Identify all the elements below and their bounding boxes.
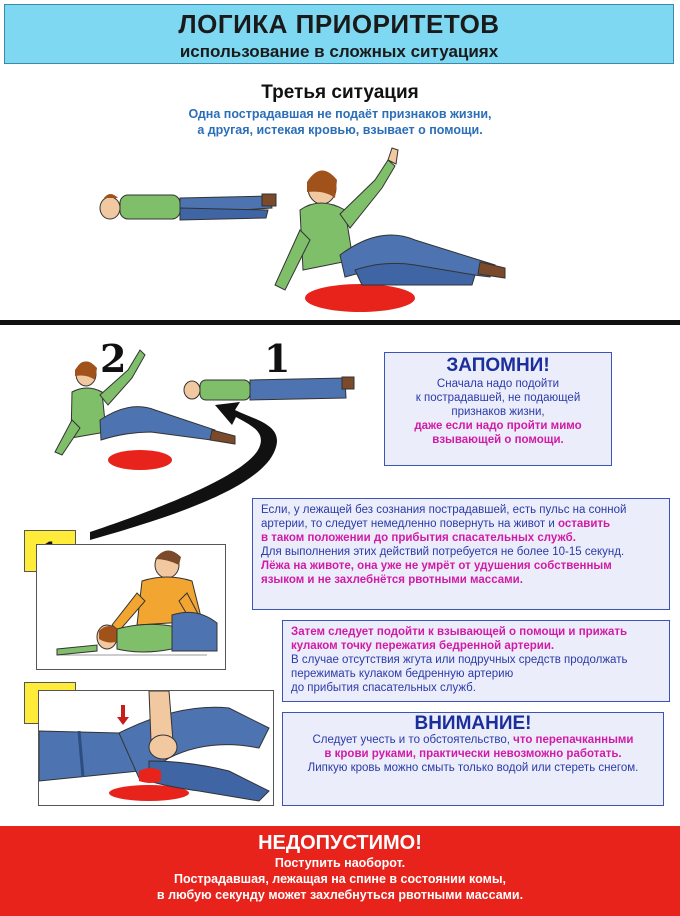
attention-line1b: что перепачканными (513, 734, 634, 746)
situation-desc-line1: Одна пострадавшая не подаёт признаков жизни, (188, 107, 492, 121)
footer-line1: Поступить наоборот. (274, 856, 406, 870)
step1-line3: в таком положении до прибытия спасательных служб. (261, 532, 576, 544)
footer-heading: НЕДОПУСТИМО! (258, 832, 422, 854)
step1-line2a: артерии, то следует немедленно повернуть на живот и (261, 518, 555, 530)
remember-heading: ЗАПОМНИ! (446, 355, 550, 376)
attention-text (283, 733, 663, 775)
attention-heading: ВНИМАНИЕ! (414, 713, 532, 734)
remember-line4: даже если надо пройти мимо (414, 420, 582, 432)
step1-line4: Для выполнения этих действий потребуется не более 10-15 секунд. (261, 546, 625, 558)
attention-line3: Липкую кровь можно смыть только водой или стереть снегом. (307, 762, 639, 774)
situation-title: Третья ситуация (261, 82, 419, 103)
attention-line1a: Следует учесть и то обстоятельство, (312, 734, 510, 746)
marker-two: 2 (100, 336, 127, 381)
step1-line2b: оставить (557, 518, 611, 530)
step2-image (38, 690, 274, 806)
bleeding-victim-small (55, 350, 235, 470)
footer-line2: Пострадавшая, лежащая на спине в состоянии комы, (174, 872, 506, 886)
remember-line2: к пострадавшей, не подающей (415, 392, 581, 404)
step2-line3: В случае отсутствия жгута или подручных средств продолжать (291, 654, 628, 666)
warning-footer (0, 826, 680, 916)
step1-image (36, 544, 226, 670)
step1-line5: Лёжа на животе, она уже не умрёт от удушения собственным (261, 560, 612, 572)
step1-instructions (252, 498, 670, 610)
remember-line3: признаков жизни, (451, 406, 545, 418)
step2-instructions (282, 620, 670, 702)
remember-box (384, 352, 612, 466)
step2-line2: кулаком точку пережатия бедренной артерии. (291, 640, 555, 652)
step1-line2 (261, 517, 661, 531)
attention-line2: в крови руками, практически невозможно работать. (324, 748, 622, 760)
artery-compression-illustration (39, 691, 275, 807)
remember-text (385, 377, 611, 447)
page-title: ЛОГИКА ПРИОРИТЕТОВ (178, 9, 500, 39)
recovery-position-illustration (37, 545, 227, 671)
attention-line1 (291, 733, 655, 747)
page-subtitle: использование в сложных ситуациях (179, 42, 499, 61)
attention-box (282, 712, 664, 806)
step2-line1: Затем следует подойти к взывающей о помощи и прижать (291, 626, 628, 638)
situation-desc-line2: а другая, истекая кровью, взывает о помощи. (197, 123, 483, 137)
marker-one: 1 (264, 336, 291, 381)
remember-line1: Сначала надо подойти (436, 378, 560, 390)
step2-line5: до прибытия спасательных служб. (291, 682, 476, 694)
step1-line6: языком и не захлебнётся рвотными массами. (261, 574, 523, 586)
footer-line3: в любую секунду может захлебнуться рвотными массами. (156, 888, 524, 902)
step2-line4: пережимать кулаком бедренную артерию (291, 668, 514, 680)
remember-line5: взывающей о помощи. (432, 434, 564, 446)
step1-line1: Если, у лежащей без сознания пострадавшей, есть пульс на сонной (261, 504, 627, 516)
